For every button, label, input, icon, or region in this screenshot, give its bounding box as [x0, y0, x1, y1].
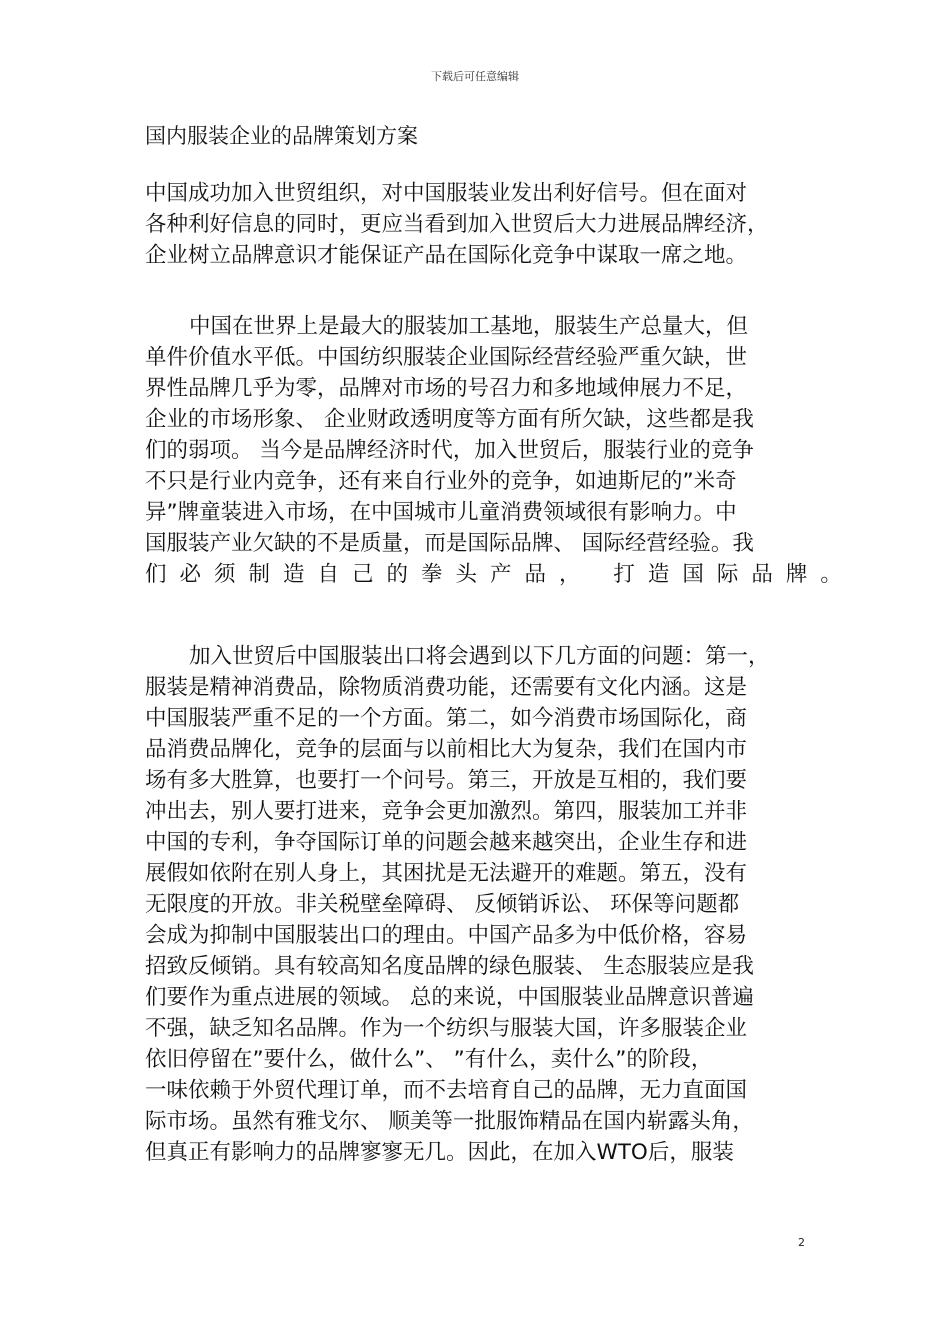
paragraph-line: 不强，缺乏知名品牌。作为一个纺织与服装大国，许多服装企业: [145, 1016, 748, 1041]
paragraph-line: [145, 641, 810, 672]
page-header: 下载后可任意编辑: [431, 70, 519, 83]
paragraph-line: 会成为抑制中国服装出口的理由。中国产品多为中低价格，容易: [145, 923, 748, 948]
paragraph-line: 无限度的开放。非关税壁垒障碍、 反倾销诉讼、 环保等问题都: [145, 892, 740, 917]
paragraph-line: 服装是精神消费品，除物质消费功能，还需要有文化内涵。这是: [145, 675, 748, 700]
document-title: 国内服装企业的品牌策划方案: [145, 124, 418, 148]
paragraph-line: 国服装产业欠缺的不是质量，而是国际品牌、 国际经营经验。我: [145, 531, 754, 556]
paragraph-line: 中国服装严重不足的一个方面。第二，如今消费市场国际化，商: [145, 706, 748, 731]
paragraph-line-text: 中国在世界上是最大的服装加工基地，服装生产总量大，但: [189, 314, 749, 339]
paragraph-line: [145, 311, 810, 342]
page-number: 2: [798, 1236, 805, 1249]
paragraph-line: 不只是行业内竞争，还有来自行业外的竞争，如迪斯尼的”米奇: [145, 469, 737, 494]
paragraph-line: 企业的市场形象、 企业财政透明度等方面有所欠缺，这些都是我: [145, 407, 754, 432]
paragraph-line: 际市场。虽然有雅戈尔、 顺美等一批服饰精品在国内崭露头角，: [145, 1109, 754, 1134]
paragraph-line: 一味依赖于外贸代理订单，而不去培育自己的品牌，无力直面国: [145, 1078, 748, 1103]
paragraph-line: 但真正有影响力的品牌寥寥无几。因此，在加入WTO后，服装: [145, 1140, 734, 1165]
paragraph-line: 异”牌童装进入市场，在中国城市儿童消费领域很有影响力。中: [145, 500, 737, 525]
paragraph-line: 们必须制造自己的拳头产品， 打造国际品牌。: [145, 562, 855, 587]
paragraph-1: [145, 178, 810, 271]
paragraph-line: 展假如依附在别人身上，其困扰是无法避开的难题。第五，没有: [145, 861, 748, 886]
paragraph-line: 各种利好信息的同时，更应当看到加入世贸后大力进展品牌经济，: [145, 212, 769, 237]
paragraph-line: 单件价值水平低。中国纺织服装企业国际经营经验严重欠缺，世: [145, 345, 748, 370]
paragraph-line: 冲出去，别人要打进来，竞争会更加激烈。第四，服装加工并非: [145, 799, 748, 824]
paragraph-line: 们要作为重点进展的领域。 总的来说，中国服装业品牌意识普遍: [145, 985, 754, 1010]
paragraph-line: 界性品牌几乎为零，品牌对市场的号召力和多地域伸展力不足，: [145, 376, 748, 401]
paragraph-line: 依旧停留在”要什么，做什么”、 ”有什么，卖什么”的阶段，: [145, 1047, 713, 1072]
paragraph-line: 品消费品牌化，竞争的层面与以前相比大为复杂，我们在国内市: [145, 737, 748, 762]
paragraph-line-text: 加入世贸后中国服装出口将会遇到以下几方面的问题：第一，: [189, 644, 770, 669]
paragraph-line: 企业树立品牌意识才能保证产品在国际化竞争中谋取一席之地。: [145, 243, 748, 268]
paragraph-line: 们的弱项。 当今是品牌经济时代，加入世贸后，服装行业的竞争: [145, 438, 754, 463]
paragraph-line: 中国成功加入世贸组织，对中国服装业发出利好信号。但在面对: [145, 181, 748, 206]
paragraph-3: [145, 641, 810, 1168]
paragraph-line: 场有多大胜算，也要打一个问号。第三，开放是互相的，我们要: [145, 768, 748, 793]
paragraph-2: [145, 311, 855, 590]
paragraph-line: 中国的专利，争夺国际订单的问题会越来越突出，企业生存和进: [145, 830, 748, 855]
paragraph-line: 招致反倾销。具有较高知名度品牌的绿色服装、 生态服装应是我: [145, 954, 754, 979]
